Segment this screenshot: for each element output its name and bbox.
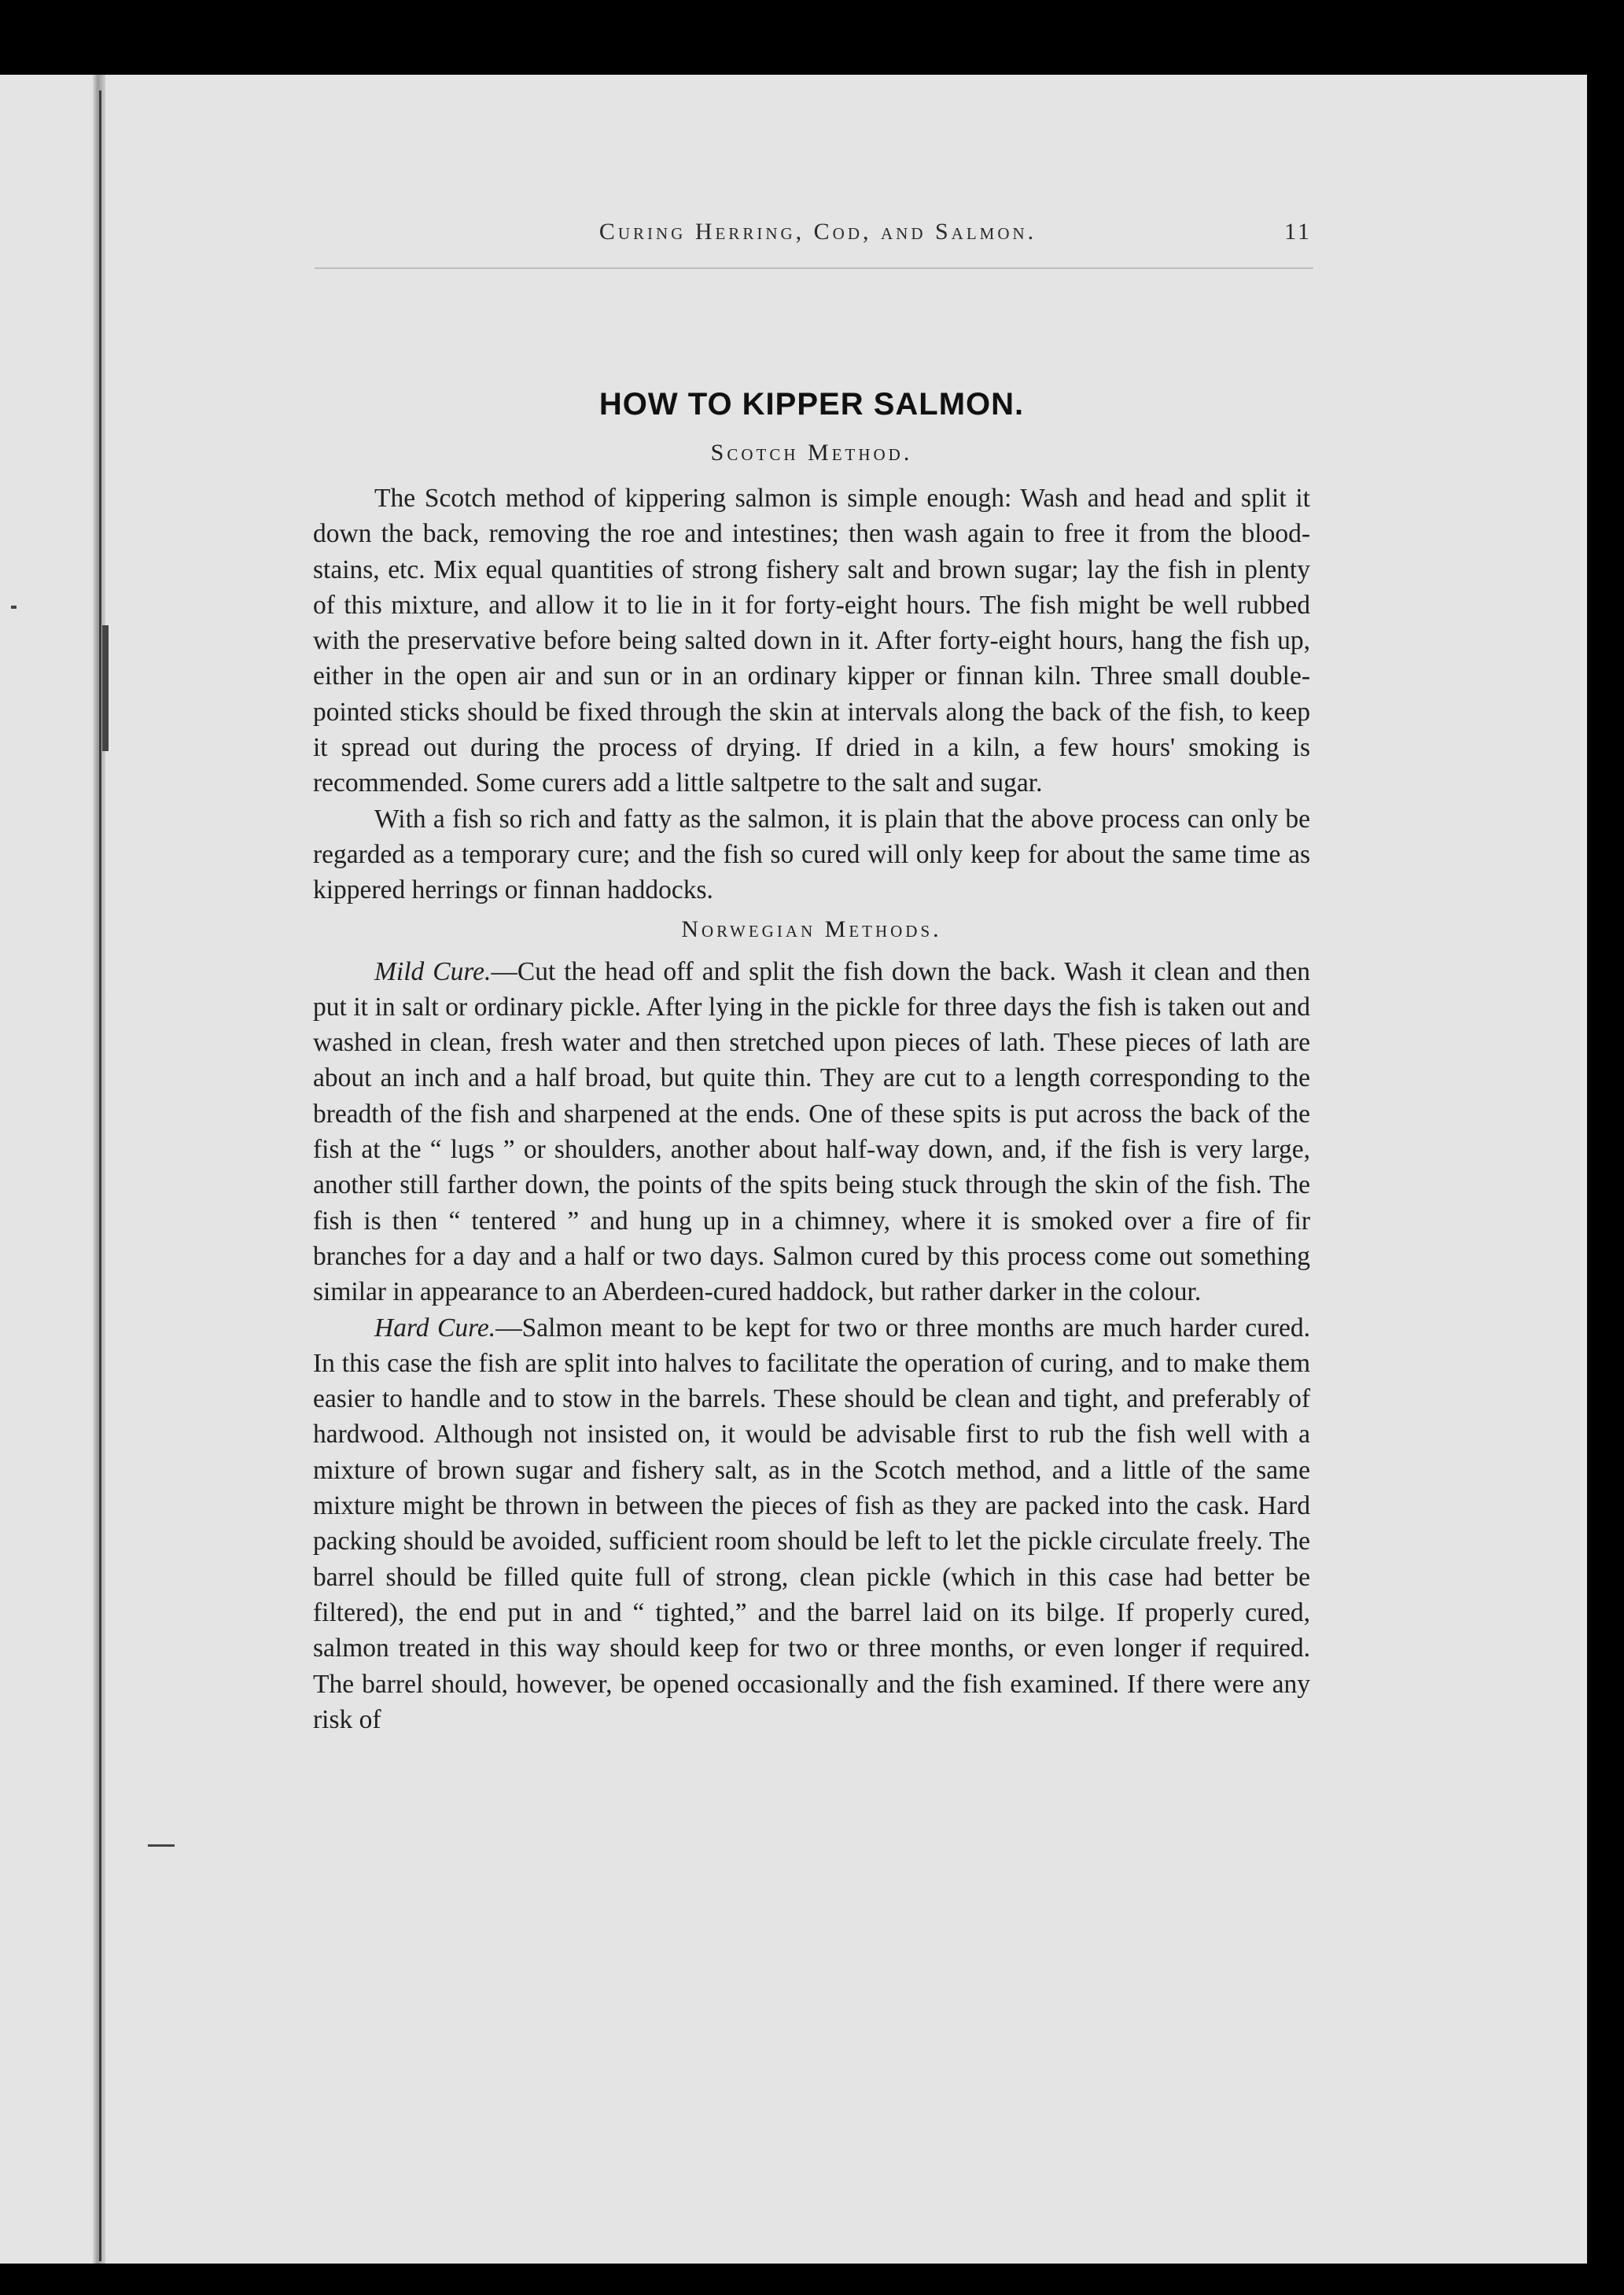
margin-mark	[102, 625, 109, 751]
running-title: Curing Herring, Cod, and Salmon.	[598, 219, 1037, 245]
paragraph-hard-cure	[313, 1310, 1310, 1738]
article-body	[313, 381, 1310, 1737]
mild-cure-text: —Cut the head off and split the fish down the back. Wash it clean and then put it in salt or ordinary pickle. After lying in the pickle for three days the fish is taken out and washed in clean, fresh water and then stretched upon pieces of lath. These pieces of lath are about an inch and a half broad, but quite thin. They are cut to a length corresponding to the breadth of the fish and sharpened at the ends. One of these spits is put across the back of the fish at the “ lugs ” or shoulders, another about half-way down, and, if the fish is very large, another still farther down, the points of the spits being stuck through the skin of the fish. The fish is then “ tentered ” and hung up in a chimney, where it is smoked over a fire of fir branches for a day and a half or two days. Salmon cured by this process come out something similar in appearance to an Aberdeen-cured haddock, but rather darker in the colour.	[313, 956, 1310, 1307]
paragraph-mild-cure	[313, 954, 1310, 1310]
gutter-shadow-line	[99, 90, 101, 2261]
hard-cure-text: —Salmon meant to be kept for two or three months are much harder cured. In this case the fish are split into halves to facilitate the operation of curing, and to make them easier to handle and to stow in the barrels. These should be clean and tight, and preferably of hardwood. Although not insisted on, it would be advisable first to rub the fish well with a mixture of brown sugar and fishery salt, as in the Scotch method, and a little of the same mixture might be thrown in between the pieces of fish as they are packed into the cask. Hard packing should be avoided, sufficient room should be left to let the pickle circulate freely. The barrel should be filled quite full of strong, clean pickle (which in this case had better be filtered), the end put in and “ tighted,” and the barrel laid on its bilge. If properly cured, salmon treated in this way should keep for two or three months, or even longer if required. The barrel should, however, be opened occasionally and the fish examined. If there were any risk of	[313, 1313, 1310, 1734]
paragraph: The Scotch method of kippering salmon is simple enough: Wash and head and split it down the back, removing the roe and intestines; then wash again to free it from the blood-stains, etc. Mix equal quantities of strong fishery salt and brown sugar; lay the fish in plenty of this mixture, and allow it to lie in it for forty-eight hours. The fish might be well rubbed with the preservative before being salted down in it. After forty-eight hours, hang the fish up, either in the open air and sun or in an ordinary kipper or finnan kiln. Three small double-pointed sticks should be fixed through the skin at intervals along the back of the fish, to keep it spread out during the process of drying. If dried in a kiln, a few hours' smoking is recommended. Some curers add a little saltpetre to the salt and sugar.	[313, 484, 1310, 798]
section-heading-scotch: Scotch Method.	[710, 440, 913, 466]
page-number: 11	[1284, 219, 1312, 245]
margin-mark	[11, 606, 17, 609]
margin-mark	[148, 1844, 175, 1847]
hard-cure-label: Hard Cure.	[374, 1313, 496, 1343]
running-header	[315, 219, 1321, 266]
paragraph: With a fish so rich and fatty as the salmon, it is plain that the above process can only be regarded as a temporary cure; and the fish so cured will only keep for about the same time as kippered herrings or finnan haddocks.	[313, 804, 1310, 905]
scan-top-border	[0, 0, 1624, 75]
article-title: HOW TO KIPPER SALMON.	[598, 387, 1025, 422]
header-rule	[315, 267, 1313, 269]
scan-right-border	[1587, 0, 1624, 2295]
scan-bottom-border	[0, 2264, 1624, 2295]
section-heading-norwegian: Norwegian Methods.	[681, 915, 942, 942]
mild-cure-label: Mild Cure.	[374, 956, 492, 986]
